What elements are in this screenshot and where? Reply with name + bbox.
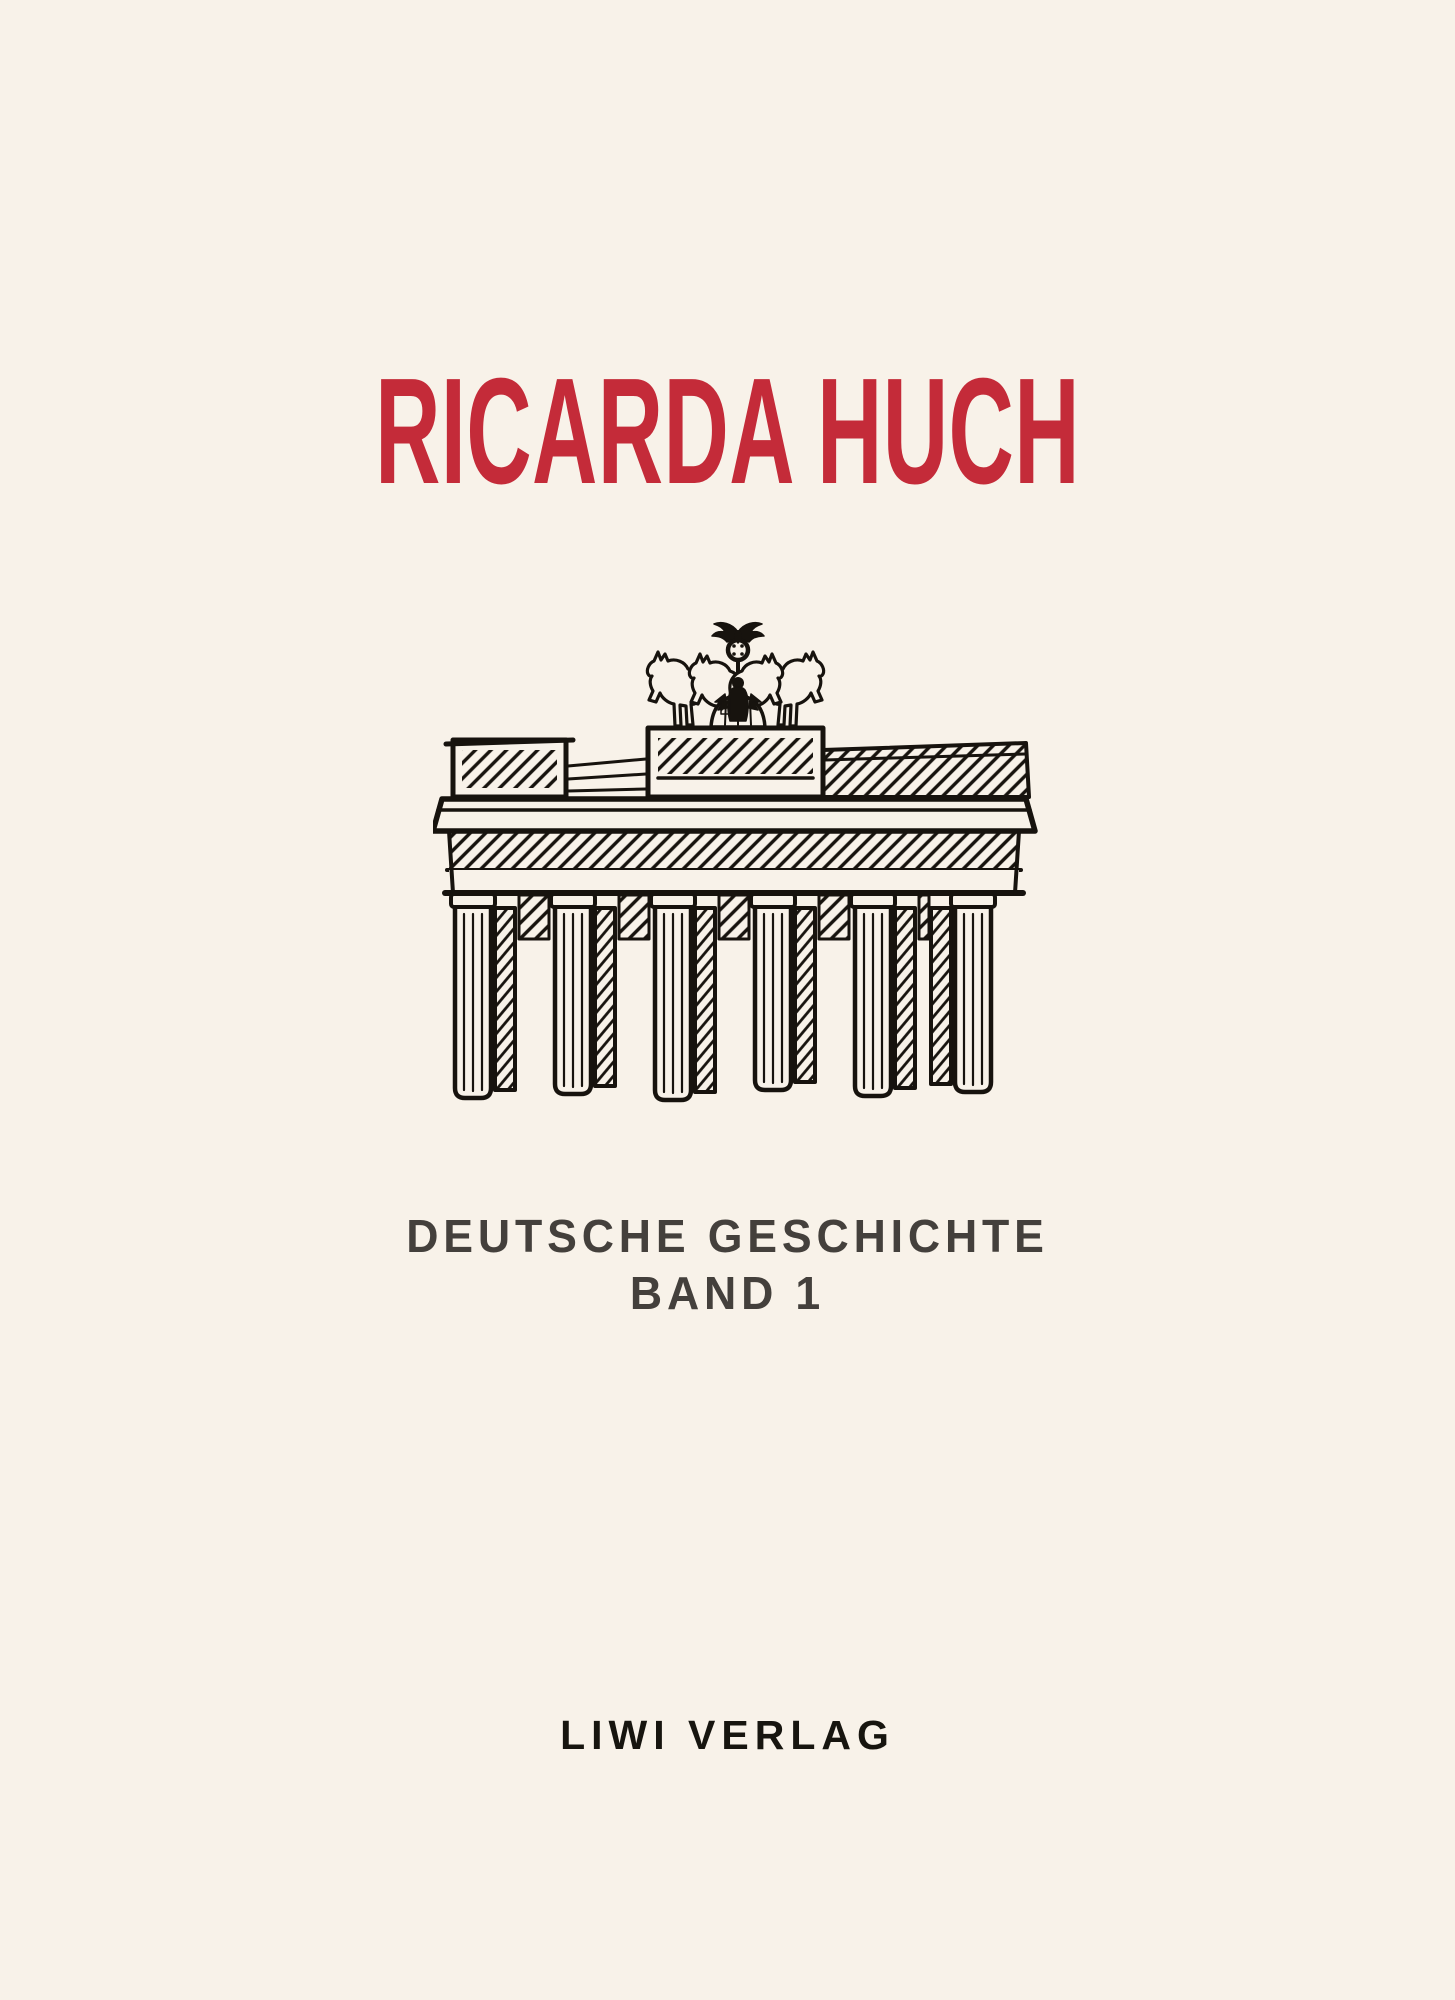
attic — [446, 728, 1029, 797]
author-name: RICARDA HUCH — [375, 346, 1080, 515]
series-title-line1: DEUTSCHE GESCHICHTE — [406, 1210, 1049, 1262]
quadriga-plinth — [648, 728, 823, 797]
quadriga — [647, 623, 823, 728]
publisher-name: LIWI VERLAG — [560, 1712, 895, 1758]
gate-structure — [433, 623, 1035, 1100]
cornice — [433, 799, 1035, 831]
series-title-line2: BAND 1 — [629, 1267, 826, 1319]
series-title — [22, 1208, 1433, 1322]
eagle-icon — [712, 623, 764, 643]
attic-left-block — [446, 740, 573, 797]
brandenburg-gate-illustration — [433, 598, 1043, 1110]
entablature — [445, 831, 1023, 893]
